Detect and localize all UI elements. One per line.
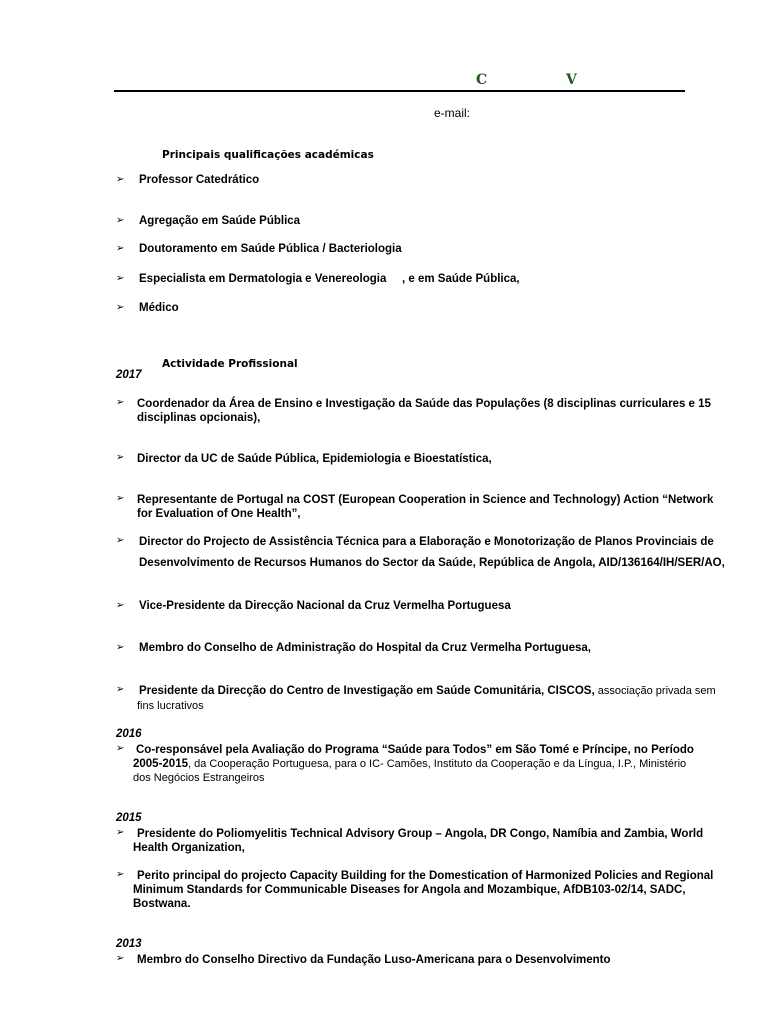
qualification-text: Doutoramento em Saúde Pública / Bacteriologia <box>139 243 402 255</box>
activity-line: Co-responsável pela Avaliação do Programa “Saúde para Todos” em São Tomé e Príncipe, no Período <box>136 744 694 756</box>
activity-line <box>133 757 686 771</box>
email-label: e-mail: <box>434 106 471 120</box>
qualification-text: Médico <box>139 302 179 314</box>
arrow-bullet-icon: ➢ <box>116 174 125 185</box>
arrow-bullet-icon: ➢ <box>116 302 125 313</box>
qualification-text: Professor Catedrático <box>139 174 260 186</box>
activity-line: Director da UC de Saúde Pública, Epidemiologia e Bioestatística, <box>137 453 492 465</box>
qualifications-title: Principais qualificações académicas <box>162 149 374 161</box>
header-initial-c: C <box>476 72 488 88</box>
activity-line: Perito principal do projecto Capacity Building for the Domestication of Harmonized Policies and Regional <box>137 870 714 882</box>
activity-line: Membro do Conselho de Administração do Hospital da Cruz Vermelha Portuguesa, <box>139 642 591 654</box>
year-2013: 2013 <box>116 938 142 950</box>
activity-line: Minimum Standards for Communicable Diseases for Angola and Mozambique, AfDB103-02/14, SADC, <box>133 884 686 896</box>
arrow-bullet-icon: ➢ <box>116 600 125 611</box>
activity-line: Desenvolvimento de Recursos Humanos do Sector da Saúde, República de Angola, AID/136164/IH/SER/AO, <box>139 557 725 569</box>
arrow-bullet-icon: ➢ <box>116 827 125 838</box>
activity-line: disciplinas opcionais), <box>137 412 261 424</box>
arrow-bullet-icon: ➢ <box>116 215 125 226</box>
activity-line: Vice-Presidente da Direcção Nacional da Cruz Vermelha Portuguesa <box>139 600 511 612</box>
header-initial-v: V <box>566 72 577 88</box>
activity-line: fins lucrativos <box>137 700 204 712</box>
arrow-bullet-icon: ➢ <box>116 493 125 504</box>
arrow-bullet-icon: ➢ <box>116 273 125 284</box>
arrow-bullet-icon: ➢ <box>116 452 125 463</box>
activity-line: Health Organization, <box>133 842 245 854</box>
activity-title: Actividade Profissional <box>162 358 298 370</box>
header-divider <box>114 90 685 92</box>
activity-line: Presidente do Poliomyelitis Technical Advisory Group – Angola, DR Congo, Namíbia and Zambia, World <box>137 828 704 840</box>
arrow-bullet-icon: ➢ <box>116 397 125 408</box>
activity-line: Membro do Conselho Directivo da Fundação Luso-Americana para o Desenvolvimento <box>137 954 611 966</box>
activity-line-plain: , da Cooperação Portuguesa, para o IC- Camões, Instituto da Cooperação e da Língua, I.P., Ministério <box>188 758 687 770</box>
arrow-bullet-icon: ➢ <box>116 535 125 546</box>
activity-line <box>139 684 716 698</box>
year-2017: 2017 <box>116 369 142 381</box>
arrow-bullet-icon: ➢ <box>116 243 125 254</box>
activity-line: Director do Projecto de Assistência Técnica para a Elaboração e Monotorização de Planos Provinciais de <box>139 536 714 548</box>
activity-line: Bostwana. <box>133 898 191 910</box>
activity-line-plain: associação privada sem <box>594 685 716 697</box>
qualification-text-continued: , e em Saúde Pública, <box>402 273 520 285</box>
qualification-text: Especialista em Dermatologia e Venereologia <box>139 273 387 285</box>
activity-line: Representante de Portugal na COST (European Cooperation in Science and Technology) Action “Network <box>137 494 714 506</box>
activity-line: Coordenador da Área de Ensino e Investigação da Saúde das Populações (8 disciplinas curriculares e 15 <box>137 398 711 410</box>
year-2016: 2016 <box>116 728 142 740</box>
arrow-bullet-icon: ➢ <box>116 684 125 695</box>
activity-line-bold: Presidente da Direcção do Centro de Investigação em Saúde Comunitária, CISCOS, <box>139 685 595 697</box>
activity-line-bold: 2005-2015 <box>133 758 188 770</box>
arrow-bullet-icon: ➢ <box>116 869 125 880</box>
qualification-text: Agregação em Saúde Pública <box>139 215 301 227</box>
arrow-bullet-icon: ➢ <box>116 642 125 653</box>
year-2015: 2015 <box>116 812 142 824</box>
activity-line: dos Negócios Estrangeiros <box>133 772 265 784</box>
arrow-bullet-icon: ➢ <box>116 743 125 754</box>
arrow-bullet-icon: ➢ <box>116 953 125 964</box>
activity-line: for Evaluation of One Health”, <box>137 508 301 520</box>
